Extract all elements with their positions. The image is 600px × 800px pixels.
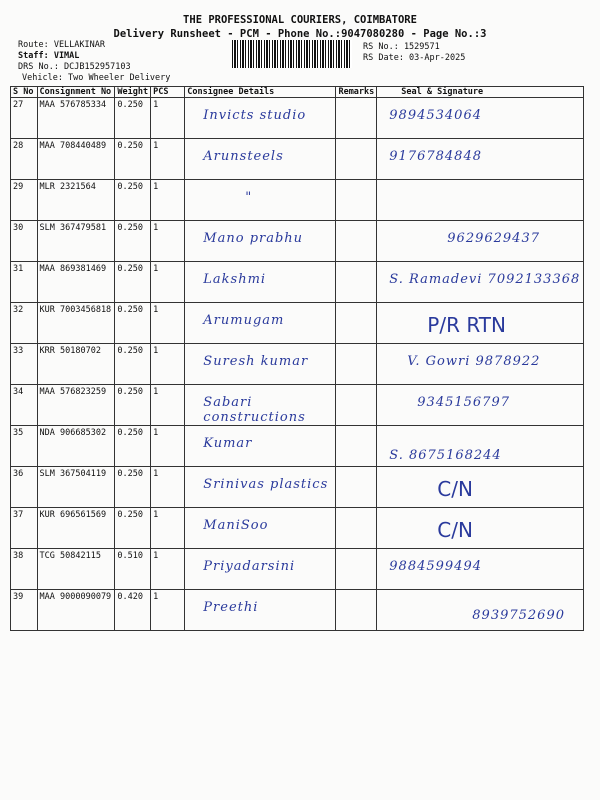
consignee-handwriting: Priyadarsini — [203, 559, 296, 574]
consignee-cell — [185, 385, 336, 426]
consignee-cell — [185, 98, 336, 139]
signature-cell — [377, 98, 584, 139]
table-row — [11, 467, 584, 508]
remarks-cell — [336, 344, 377, 385]
table-row — [11, 344, 584, 385]
consignee-cell — [185, 221, 336, 262]
pcs-cell: 1 — [151, 508, 185, 549]
sno-cell: 38 — [11, 549, 38, 590]
table-row — [11, 590, 584, 631]
weight-cell: 0.250 — [115, 303, 151, 344]
remarks-cell — [336, 385, 377, 426]
pcs-cell: 1 — [151, 426, 185, 467]
vehicle-label: Vehicle: Two Wheeler Delivery — [22, 73, 171, 83]
consignee-handwriting: Kumar — [203, 436, 253, 451]
remarks-cell — [336, 303, 377, 344]
table-row — [11, 180, 584, 221]
consignee-handwriting: Suresh kumar — [203, 354, 309, 369]
drs-number: DRS No.: DCJB152957103 — [18, 62, 131, 72]
consignee-cell — [185, 139, 336, 180]
consignee-handwriting: Mano prabhu — [203, 231, 304, 246]
col-pcs: PCS — [151, 87, 185, 98]
consignment-cell: SLM 367504119 — [37, 467, 115, 508]
consignee-handwriting: Invicts studio — [203, 108, 307, 123]
weight-cell: 0.250 — [115, 98, 151, 139]
consignee-handwriting: Arunsteels — [203, 149, 284, 164]
sno-cell: 27 — [11, 98, 38, 139]
signature-cell — [377, 344, 584, 385]
signature-cell — [377, 426, 584, 467]
consignment-cell: MAA 9000090079 — [37, 590, 115, 631]
weight-cell: 0.250 — [115, 139, 151, 180]
signature-handwriting: 9884599494 — [389, 559, 482, 574]
table-row — [11, 508, 584, 549]
signature-cell — [377, 590, 584, 631]
weight-cell: 0.250 — [115, 508, 151, 549]
signature-handwriting: C/N — [437, 518, 473, 542]
sno-cell: 35 — [11, 426, 38, 467]
consignment-cell: MLR 2321564 — [37, 180, 115, 221]
staff-label: Staff: VIMAL — [18, 51, 80, 61]
consignment-cell: TCG 50842115 — [37, 549, 115, 590]
consignment-cell: KUR 696561569 — [37, 508, 115, 549]
runsheet-subtitle: Delivery Runsheet - PCM - Phone No.:9047080280 - Page No.:3 — [113, 28, 487, 40]
signature-cell — [377, 303, 584, 344]
rs-date: RS Date: 03-Apr-2025 — [363, 53, 466, 63]
consignee-cell — [185, 467, 336, 508]
weight-cell: 0.250 — [115, 344, 151, 385]
remarks-cell — [336, 139, 377, 180]
sno-cell: 30 — [11, 221, 38, 262]
weight-cell: 0.250 — [115, 426, 151, 467]
consignment-cell: MAA 576823259 — [37, 385, 115, 426]
signature-cell — [377, 180, 584, 221]
route-info — [18, 40, 170, 84]
consignee-cell — [185, 303, 336, 344]
signature-handwriting: C/N — [437, 477, 473, 501]
remarks-cell — [336, 221, 377, 262]
consignee-handwriting: Sabari constructions — [203, 395, 306, 425]
consignee-cell — [185, 549, 336, 590]
signature-cell — [377, 221, 584, 262]
signature-handwriting: 9345156797 — [417, 395, 510, 410]
pcs-cell: 1 — [151, 549, 185, 590]
pcs-cell: 1 — [151, 344, 185, 385]
consignment-cell: MAA 869381469 — [37, 262, 115, 303]
weight-cell: 0.250 — [115, 221, 151, 262]
runsheet-table — [10, 86, 584, 631]
route-label: Route: VELLAKINAR — [18, 40, 105, 50]
signature-handwriting: P/R RTN — [427, 313, 506, 337]
table-row — [11, 262, 584, 303]
weight-cell: 0.420 — [115, 590, 151, 631]
pcs-cell: 1 — [151, 221, 185, 262]
pcs-cell: 1 — [151, 303, 185, 344]
consignee-cell — [185, 180, 336, 221]
consignment-cell: MAA 576785334 — [37, 98, 115, 139]
rs-info — [363, 42, 465, 64]
consignee-cell — [185, 508, 336, 549]
pcs-cell: 1 — [151, 180, 185, 221]
consignee-cell — [185, 426, 336, 467]
signature-cell — [377, 139, 584, 180]
signature-handwriting: S. 8675168244 — [389, 448, 502, 463]
signature-cell — [377, 508, 584, 549]
remarks-cell — [336, 98, 377, 139]
sno-cell: 29 — [11, 180, 38, 221]
sno-cell: 32 — [11, 303, 38, 344]
sno-cell: 39 — [11, 590, 38, 631]
sno-cell: 36 — [11, 467, 38, 508]
col-weight: Weight — [115, 87, 151, 98]
signature-handwriting: 9894534064 — [389, 108, 482, 123]
signature-handwriting: S. Ramadevi 7092133368 — [389, 272, 581, 287]
table-row — [11, 98, 584, 139]
pcs-cell: 1 — [151, 385, 185, 426]
consignment-cell: NDA 906685302 — [37, 426, 115, 467]
table-row — [11, 549, 584, 590]
table-row — [11, 426, 584, 467]
sno-cell: 37 — [11, 508, 38, 549]
signature-handwriting: V. Gowri 9878922 — [407, 354, 541, 369]
consignee-handwriting: Preethi — [203, 600, 259, 615]
consignee-handwriting: ManiSoo — [203, 518, 269, 533]
barcode-icon — [232, 40, 352, 68]
consignee-cell — [185, 590, 336, 631]
rs-number: RS No.: 1529571 — [363, 42, 440, 52]
consignment-cell: MAA 708440489 — [37, 139, 115, 180]
table-row — [11, 221, 584, 262]
consignee-cell — [185, 344, 336, 385]
sno-cell: 34 — [11, 385, 38, 426]
consignee-handwriting: Lakshmi — [203, 272, 267, 287]
col-consignee: Consignee Details — [185, 87, 336, 98]
col-sno: S No — [11, 87, 38, 98]
col-remarks: Remarks — [336, 87, 377, 98]
consignee-cell — [185, 262, 336, 303]
signature-handwriting — [377, 180, 583, 190]
table-header-row — [11, 87, 584, 98]
remarks-cell — [336, 467, 377, 508]
weight-cell: 0.250 — [115, 262, 151, 303]
signature-handwriting: 9629629437 — [447, 231, 540, 246]
remarks-cell — [336, 549, 377, 590]
signature-handwriting: 8939752690 — [472, 608, 565, 623]
col-consignment: Consignment No — [37, 87, 115, 98]
table-row — [11, 139, 584, 180]
remarks-cell — [336, 262, 377, 303]
table-row — [11, 385, 584, 426]
consignment-cell: KUR 7003456818 — [37, 303, 115, 344]
pcs-cell: 1 — [151, 262, 185, 303]
weight-cell: 0.250 — [115, 180, 151, 221]
pcs-cell: 1 — [151, 467, 185, 508]
pcs-cell: 1 — [151, 98, 185, 139]
sno-cell: 31 — [11, 262, 38, 303]
remarks-cell — [336, 426, 377, 467]
consignment-cell: KRR 50180702 — [37, 344, 115, 385]
signature-cell — [377, 385, 584, 426]
col-signature: Seal & Signature — [377, 87, 584, 98]
signature-cell — [377, 467, 584, 508]
consignee-handwriting: Arumugam — [203, 313, 285, 328]
signature-handwriting: 9176784848 — [389, 149, 482, 164]
document-title: THE PROFESSIONAL COURIERS, COIMBATORE — [183, 14, 417, 26]
table-row — [11, 303, 584, 344]
weight-cell: 0.250 — [115, 467, 151, 508]
consignee-handwriting: Srinivas plastics — [203, 477, 329, 492]
weight-cell: 0.510 — [115, 549, 151, 590]
signature-cell — [377, 262, 584, 303]
pcs-cell: 1 — [151, 590, 185, 631]
remarks-cell — [336, 508, 377, 549]
pcs-cell: 1 — [151, 139, 185, 180]
signature-cell — [377, 549, 584, 590]
consignment-cell: SLM 367479581 — [37, 221, 115, 262]
sno-cell: 28 — [11, 139, 38, 180]
consignee-handwriting: " — [245, 190, 253, 205]
sno-cell: 33 — [11, 344, 38, 385]
remarks-cell — [336, 180, 377, 221]
remarks-cell — [336, 590, 377, 631]
weight-cell: 0.250 — [115, 385, 151, 426]
